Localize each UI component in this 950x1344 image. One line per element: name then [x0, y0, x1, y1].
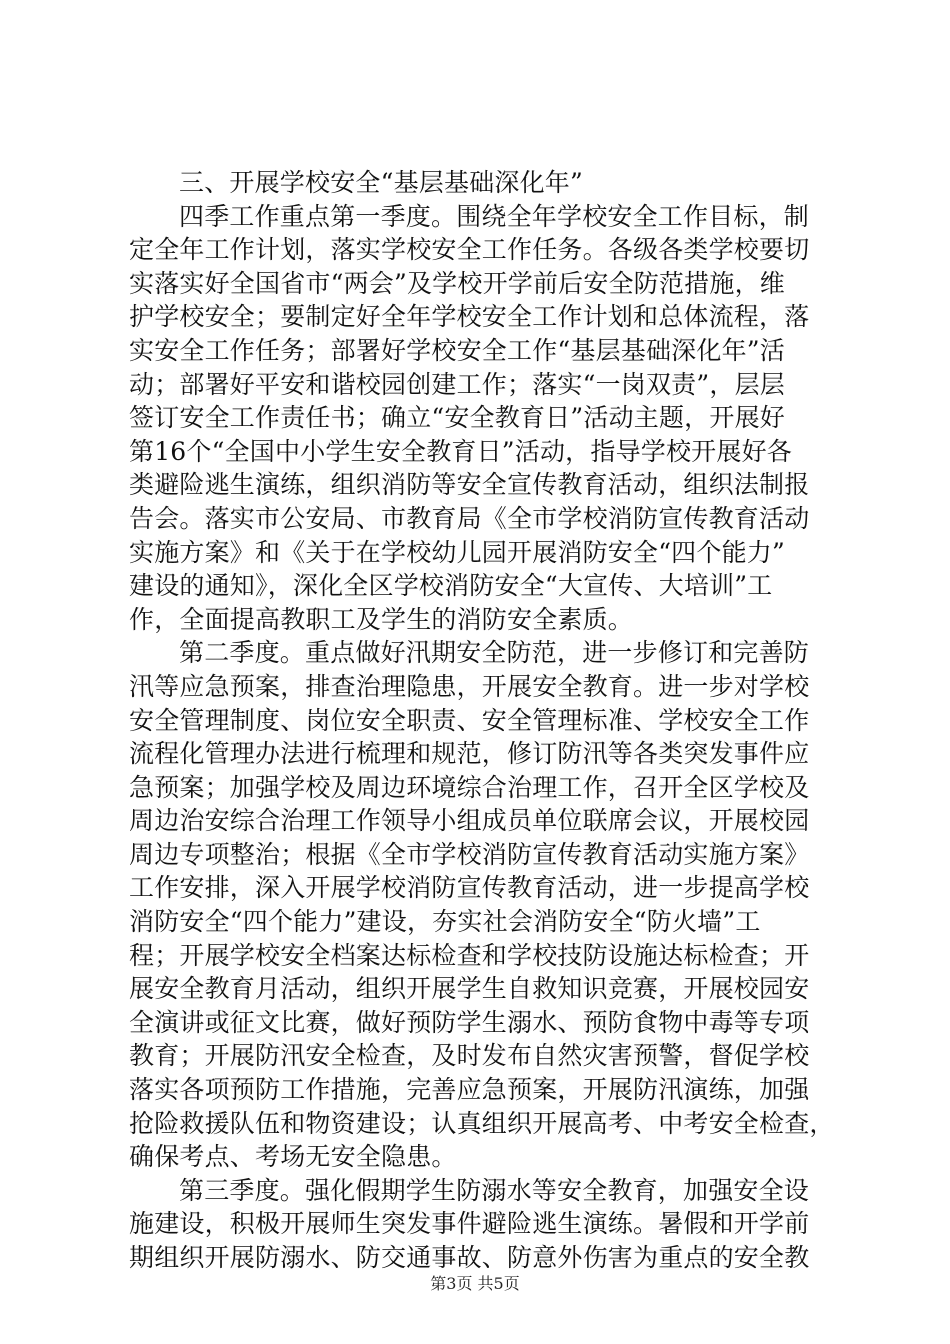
paragraph-line: 展安全教育月活动，组织开展学生自救知识竞赛，开展校园安	[129, 974, 810, 1004]
paragraph-line: 四季工作重点第一季度。围绕全年学校安全工作目标，制	[179, 201, 810, 231]
paragraph-line: 实落实好全国省市“两会”及学校开学前后安全防范措施，维	[129, 268, 785, 298]
paragraph-line: 抢险救援队伍和物资建设；认真组织开展高考、中考安全检查，	[129, 1108, 835, 1138]
document-body	[129, 166, 835, 1275]
paragraph-line: 定全年工作计划，落实学校安全工作任务。各级各类学校要切	[129, 235, 810, 265]
paragraph-line: 类避险逃生演练，组织消防等安全宣传教育活动，组织法制报	[129, 470, 810, 500]
paragraph-line: 确保考点、考场无安全隐患。	[129, 1142, 457, 1172]
paragraph-line: 期组织开展防溺水、防交通事故、防意外伤害为重点的安全教	[129, 1243, 810, 1272]
page-number-label: 第3页 共5页	[430, 1274, 520, 1293]
paragraph-line: 工作安排，深入开展学校消防宣传教育活动，进一步提高学校	[129, 873, 810, 903]
paragraph-line: 实施方案》和《关于在学校幼儿园开展消防安全“四个能力”	[129, 537, 785, 567]
paragraph-line: 周边治安综合治理工作领导小组成员单位联席会议，开展校园	[129, 806, 810, 836]
paragraph-line: 签订安全工作责任书；确立“安全教育日”活动主题，开展好	[129, 403, 785, 433]
paragraph-line: 动；部署好平安和谐校园创建工作；落实“一岗双责”，层层	[129, 369, 785, 399]
paragraph-line: 流程化管理办法进行梳理和规范，修订防汛等各类突发事件应	[129, 739, 810, 769]
paragraph-line: 第16个“全国中小学生安全教育日”活动，指导学校开展好各	[129, 436, 792, 466]
paragraph-line: 施建设，积极开展师生突发事件避险逃生演练。暑假和开学前	[129, 1209, 810, 1239]
section-heading: 三、开展学校安全“基层基础深化年”	[179, 168, 583, 197]
paragraph-line: 作，全面提高教职工及学生的消防安全素质。	[129, 604, 634, 634]
paragraph-line: 建设的通知》，深化全区学校消防安全“大宣传、大培训”工	[129, 571, 773, 601]
paragraph-line: 告会。落实市公安局、市教育局《全市学校消防宣传教育活动	[129, 503, 810, 533]
paragraph-line: 汛等应急预案，排查治理隐患，开展安全教育。进一步对学校	[129, 671, 810, 701]
paragraph-line: 安全管理制度、岗位安全职责、安全管理标准、学校安全工作	[129, 705, 810, 735]
paragraph-line: 全演讲或征文比赛，做好预防学生溺水、预防食物中毒等专项	[129, 1007, 810, 1037]
paragraph-line: 护学校安全；要制定好全年学校安全工作计划和总体流程，落	[129, 302, 810, 332]
paragraph-line: 落实各项预防工作措施，完善应急预案，开展防汛演练，加强	[129, 1075, 810, 1105]
paragraph-line: 消防安全“四个能力”建设，夯实社会消防安全“防火墙”工	[129, 907, 761, 937]
paragraph-line: 急预案；加强学校及周边环境综合治理工作，召开全区学校及	[129, 772, 810, 802]
paragraph-line: 实安全工作任务；部署好学校安全工作“基层基础深化年”活	[129, 335, 785, 365]
paragraph-line: 程；开展学校安全档案达标检查和学校技防设施达标检查；开	[129, 940, 810, 970]
paragraph-line: 第二季度。重点做好汛期安全防范，进一步修订和完善防	[179, 638, 810, 668]
paragraph-line: 第三季度。强化假期学生防溺水等安全教育，加强安全设	[179, 1175, 810, 1205]
page-footer	[0, 1271, 950, 1294]
paragraph-line: 教育；开展防汛安全检查，及时发布自然灾害预警，督促学校	[129, 1041, 810, 1071]
paragraph-line: 周边专项整治；根据《全市学校消防宣传教育活动实施方案》	[129, 839, 810, 869]
